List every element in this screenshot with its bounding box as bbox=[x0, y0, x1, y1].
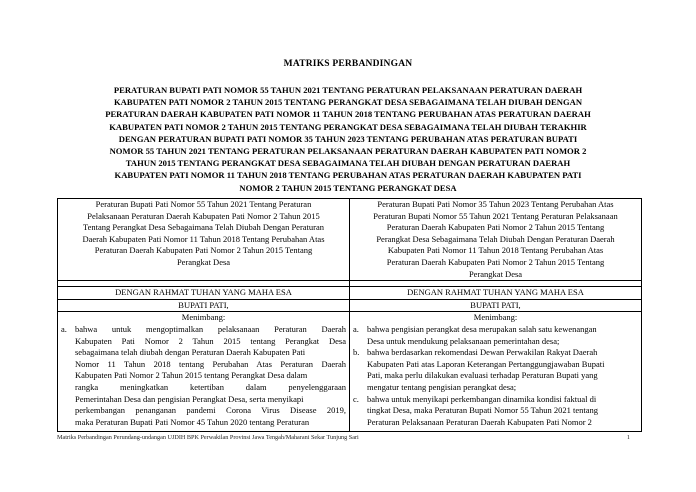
heading-line: TAHUN 2015 TENTANG PERANGKAT DESA SEBAGAIMANA TELAH DIUBAH DENGAN PERATURAN DAERAH bbox=[125, 158, 571, 169]
right-considering-label: Menimbang: bbox=[473, 312, 518, 323]
item-line: Nomor 11 Tahun 2018 tentang Perubahan Atas Peraturan Daerah bbox=[75, 358, 346, 369]
item-text bbox=[367, 347, 638, 393]
item-line: Kabupaten Pati atas Laporan Keterangan Pertanggungjawaban Bupati bbox=[367, 358, 605, 369]
item-line: bahwa berdasarkan rekomendasi Dewan Perwakilan Rakyat Daerah bbox=[367, 347, 598, 358]
opening-row bbox=[58, 287, 642, 300]
item-line: Kabupaten Pati Nomor 2 Tahun 2015 tentang Perangkat Desa dalam bbox=[75, 370, 308, 381]
consideration-item bbox=[61, 324, 346, 428]
left-regulation-line: Peraturan Daerah Kabupaten Pati Nomor 2 Tahun 2015 Tentang bbox=[94, 245, 313, 256]
footer-divider bbox=[57, 431, 640, 432]
right-regulation-title bbox=[350, 199, 642, 281]
left-regulation-line: Pelaksanaan Peraturan Daerah Kabupaten Pati Nomor 2 Tahun 2015 bbox=[87, 210, 320, 221]
document-heading bbox=[62, 84, 634, 194]
official-row bbox=[58, 299, 642, 312]
item-line: mengatur tentang pengisian perangkat desa; bbox=[367, 381, 517, 392]
item-line: sebagaimana telah diubah dengan Peraturan Daerah Kabupaten Pati bbox=[75, 347, 306, 358]
considerations-row bbox=[58, 312, 642, 432]
right-regulation-line: Perangkat Desa bbox=[468, 268, 523, 279]
item-line: bahwa pengisian perangkat desa merupakan salah satu kewenangan bbox=[367, 323, 597, 334]
left-official: BUPATI PATI, bbox=[58, 299, 350, 312]
item-line: Pemerintahan Desa dan pengisian Perangkat Desa, serta menyikapi bbox=[75, 393, 304, 404]
page-footer bbox=[57, 434, 640, 441]
right-opening: DENGAN RAHMAT TUHAN YANG MAHA ESA bbox=[350, 287, 642, 300]
heading-line: KABUPATEN PATI NOMOR 11 TAHUN 2018 TENTANG PERUBAHAN ATAS PERATURAN DAERAH KABUPATEN PATI bbox=[114, 170, 582, 181]
item-letter: c. bbox=[353, 393, 359, 404]
item-line: rangka meningkatkan ketertiban dalam penyelenggaraan bbox=[75, 381, 346, 392]
left-regulation-line: Daerah Kabupaten Pati Nomor 11 Tahun 2018 Tentang Perubahan Atas bbox=[82, 233, 325, 244]
right-regulation-line: Peraturan Daerah Kabupaten Pati Nomor 2 Tahun 2015 Tentang bbox=[386, 256, 605, 267]
item-line: bahwa untuk menyikapi perkembangan dinamika kondisi faktual di bbox=[367, 393, 597, 404]
item-letter: a. bbox=[353, 323, 359, 334]
heading-line: KABUPATEN PATI NOMOR 2 TAHUN 2015 TENTANG PERANGKAT DESA SEBAGAIMANA TELAH DIUBAH DENGAN bbox=[113, 97, 583, 108]
right-regulation-line: Perangkat Desa Sebagaimana Telah Diubah Dengan Peraturan Daerah bbox=[376, 233, 615, 244]
item-line: Desa untuk mendukung pelaksanaan pemerintahan desa; bbox=[367, 335, 560, 346]
heading-line: KABUPATEN PATI NOMOR 2 TAHUN 2015 TENTANG PERANGKAT DESA SEBAGAIMANA TELAH DIUBAH TERAKHIR bbox=[109, 121, 587, 132]
item-text bbox=[367, 394, 638, 429]
item-line: tingkat Desa, maka Peraturan Bupati Nomor 55 Tahun 2021 tentang bbox=[367, 405, 599, 416]
heading-line: DENGAN PERATURAN BUPATI PATI NOMOR 35 TAHUN 2023 TENTANG PERUBAHAN ATAS PERATURAN BUPATI bbox=[118, 133, 578, 144]
page-number: 1 bbox=[626, 434, 630, 441]
consideration-item bbox=[353, 324, 638, 347]
consideration-item bbox=[353, 347, 638, 393]
item-letter: a. bbox=[61, 323, 67, 334]
right-regulation-line: Peraturan Daerah Kabupaten Pati Nomor 2 Tahun 2015 Tentang bbox=[386, 222, 605, 233]
right-regulation-line: Peraturan Bupati Pati Nomor 35 Tahun 2023 Tentang Perubahan Atas bbox=[377, 199, 614, 209]
footer-text: Matriks Perbandingan Perundang-undangan UJDIH BPK Perwakilan Provinsi Jawa Tengah/Maharani Sekar Tunjung Sari bbox=[57, 434, 359, 441]
left-opening: DENGAN RAHMAT TUHAN YANG MAHA ESA bbox=[58, 287, 350, 300]
heading-line: NOMOR 2 TAHUN 2015 TENTANG PERANGKAT DESA bbox=[239, 182, 457, 193]
left-considerations-body bbox=[61, 312, 346, 431]
item-text bbox=[367, 324, 638, 347]
item-line: maka Peraturan Bupati Pati Nomor 45 Tahun 2020 tentang Peraturan bbox=[75, 416, 310, 427]
item-line: perkembangan penanganan pandemi Corona Virus Disease 2019, bbox=[75, 405, 346, 416]
right-regulation-line: Kabupaten Pati Nomor 11 Tahun 2018 Tentang Perubahan Atas bbox=[387, 245, 604, 256]
consideration-item bbox=[353, 394, 638, 429]
left-regulation-title bbox=[58, 199, 350, 281]
item-text bbox=[75, 324, 346, 428]
document-title: MATRIKS PERBANDINGAN bbox=[283, 59, 413, 69]
left-considerations bbox=[58, 312, 350, 432]
item-line: Peraturan Pelaksanaan Peraturan Daerah Kabupaten Pati Nomor 2 bbox=[367, 416, 592, 427]
right-considerations-body bbox=[353, 312, 638, 431]
left-regulation-line: Peraturan Bupati Pati Nomor 55 Tahun 2021 Tentang Peraturan bbox=[95, 199, 312, 209]
heading-line: PERATURAN DAERAH KABUPATEN PATI NOMOR 11 TAHUN 2018 TENTANG PERUBAHAN ATAS PERATURAN DAERAH bbox=[105, 109, 591, 120]
left-considering-label: Menimbang: bbox=[181, 312, 226, 323]
regulation-title-row bbox=[58, 199, 642, 281]
left-regulation-line: Perangkat Desa bbox=[176, 256, 231, 267]
heading-line: PERATURAN BUPATI PATI NOMOR 55 TAHUN 2021 TENTANG PERATURAN PELAKSANAAN PERATURAN DAERAH bbox=[113, 85, 583, 95]
left-regulation-line: Tentang Perangkat Desa Sebagaimana Telah Diubah Dengan Peraturan bbox=[82, 222, 325, 233]
item-line: bahwa untuk mengoptimalkan pelaksanaan Peraturan Daerah bbox=[75, 323, 346, 334]
right-official: BUPATI PATI, bbox=[350, 299, 642, 312]
right-regulation-line: Peraturan Bupati Nomor 55 Tahun 2021 Tentang Peraturan Pelaksanaan bbox=[373, 210, 618, 221]
right-considerations bbox=[350, 312, 642, 432]
comparison-table bbox=[57, 198, 642, 432]
item-letter: b. bbox=[353, 347, 360, 358]
item-line: Pati, maka perlu dilakukan evaluasi terhadap Peraturan Bupati yang bbox=[367, 370, 598, 381]
item-line: Kabupaten Pati Nomor 2 Tahun 2015 tentang Perangkat Desa bbox=[75, 335, 346, 346]
heading-line: NOMOR 55 TAHUN 2021 TENTANG PERATURAN PELAKSANAAN PERATURAN DAERAH KABUPATEN PATI NOMOR 2 bbox=[109, 146, 587, 157]
